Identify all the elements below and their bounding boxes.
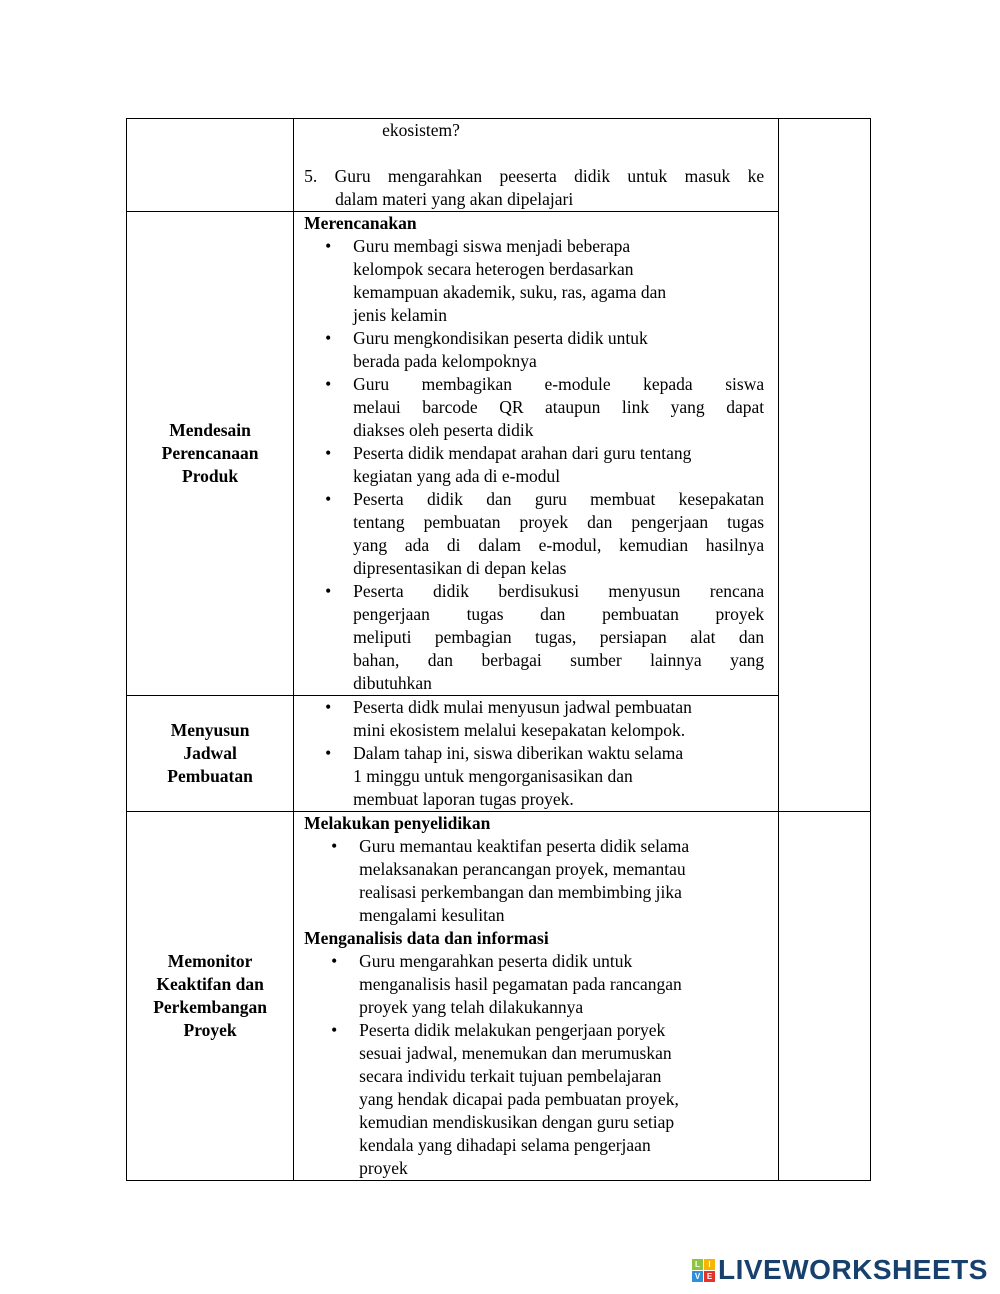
bullet-icon: • <box>331 1020 338 1040</box>
bullet-item <box>304 742 764 811</box>
liveworksheets-logo: L I V E LIVEWORKSHEETS <box>692 1254 988 1286</box>
text-line: Peserta didik melakukan pengerjaan poryek <box>359 1020 666 1040</box>
text-line: proyek <box>359 1158 408 1178</box>
text-line: Peserta didk mulai menyusun jadwal pembuatan <box>353 697 692 717</box>
bullet-item <box>304 580 764 695</box>
logo-letter: I <box>704 1259 715 1270</box>
text-line: kemampuan akademik, suku, ras, agama dan <box>353 282 667 302</box>
text-line: dalam materi yang akan dipelajari <box>335 189 574 209</box>
text-line: 5. Guru mengarahkan peeserta didik untuk masuk ke <box>304 166 765 186</box>
text-line: diakses oleh peserta didik <box>353 420 534 440</box>
bullet-icon: • <box>325 697 332 717</box>
section-heading: Melakukan penyelidikan <box>304 813 491 833</box>
text-line: mini ekosistem melalui kesepakatan kelompok. <box>353 720 686 740</box>
notes-cell <box>779 812 871 1181</box>
bullet-item <box>304 327 764 373</box>
activity-cell <box>294 119 779 212</box>
text-line: melaksanakan perancangan proyek, memantau <box>359 859 686 879</box>
bullet-item <box>304 696 764 742</box>
text-line: yang hendak dicapai pada pembuatan proyek, <box>359 1089 679 1109</box>
lesson-plan-table <box>126 118 871 1181</box>
text-line: dibutuhkan <box>353 673 432 693</box>
bullet-icon: • <box>325 374 332 394</box>
logo-letter: L <box>692 1259 703 1270</box>
text-line: Peserta didik berdisukusi menyusun rencana <box>353 581 765 601</box>
bullet-icon: • <box>331 951 338 971</box>
notes-cell <box>779 119 871 812</box>
text-line: 1 minggu untuk mengorganisasikan dan <box>353 766 633 786</box>
text-line: kelompok secara heterogen berdasarkan <box>353 259 634 279</box>
activity-cell <box>294 696 779 812</box>
activity-cell <box>294 212 779 696</box>
text-line: kemudian mendiskusikan dengan guru setiap <box>359 1112 675 1132</box>
bullet-item <box>304 442 764 488</box>
bullet-icon: • <box>325 328 332 348</box>
bullet-item <box>304 235 764 327</box>
text-line: Peserta didik dan guru membuat kesepakatan <box>353 489 765 509</box>
bullet-item <box>304 1019 764 1180</box>
bullet-icon: • <box>325 489 332 509</box>
stage-cell: Mendesain Perencanaan Produk <box>127 212 294 696</box>
text-line: Guru mengarahkan peserta didik untuk <box>359 951 633 971</box>
text-line: sesuai jadwal, menemukan dan merumuskan <box>359 1043 672 1063</box>
bullet-icon: • <box>325 581 332 601</box>
text-line: Dalam tahap ini, siswa diberikan waktu selama <box>353 743 684 763</box>
text-line: menganalisis hasil pegamatan pada rancangan <box>359 974 682 994</box>
text-line: yang ada di dalam e-modul, kemudian hasilnya <box>353 535 765 555</box>
text-line: meliputi pembagian tugas, persiapan alat dan <box>353 627 765 647</box>
text-line: jenis kelamin <box>353 305 447 325</box>
stage-cell-empty <box>127 119 294 212</box>
text-line: tentang pembuatan proyek dan pengerjaan tugas <box>353 512 765 532</box>
text-line: Guru membagi siswa menjadi beberapa <box>353 236 631 256</box>
bullet-item <box>304 835 764 927</box>
logo-icon <box>692 1259 715 1282</box>
section-heading: Merencanakan <box>304 213 417 233</box>
text-line: pengerjaan tugas dan pembuatan proyek <box>353 604 765 624</box>
bullet-item <box>304 950 764 1019</box>
text-line: membuat laporan tugas proyek. <box>353 789 574 809</box>
text-line: secara individu terkait tujuan pembelajaran <box>359 1066 662 1086</box>
bullet-item <box>304 488 764 580</box>
section-heading: Menganalisis data dan informasi <box>304 928 549 948</box>
logo-letter: E <box>704 1271 715 1282</box>
text-line: Guru memantau keaktifan peserta didik selama <box>359 836 690 856</box>
bullet-item <box>304 373 764 442</box>
text-line: berada pada kelompoknya <box>353 351 537 371</box>
text-line: ekosistem? <box>382 120 460 140</box>
bullet-icon: • <box>325 443 332 463</box>
text-line: kendala yang dihadapi selama pengerjaan <box>359 1135 651 1155</box>
bullet-icon: • <box>331 836 338 856</box>
stage-cell: Memonitor Keaktifan dan Perkembangan Proyek <box>127 812 294 1181</box>
text-line: realisasi perkembangan dan membimbing jika <box>359 882 682 902</box>
logo-letter: V <box>692 1271 703 1282</box>
stage-cell: Menyusun Jadwal Pembuatan <box>127 696 294 812</box>
text-line: mengalami kesulitan <box>359 905 505 925</box>
text-line: Peserta didik mendapat arahan dari guru tentang <box>353 443 692 463</box>
text-line: Guru mengkondisikan peserta didik untuk <box>353 328 648 348</box>
text-line: melaui barcode QR ataupun link yang dapat <box>353 397 765 417</box>
activity-cell <box>294 812 779 1181</box>
text-line: proyek yang telah dilakukannya <box>359 997 584 1017</box>
bullet-icon: • <box>325 743 332 763</box>
text-line: kegiatan yang ada di e-modul <box>353 466 561 486</box>
text-line: bahan, dan berbagai sumber lainnya yang <box>353 650 765 670</box>
text-line: dipresentasikan di depan kelas <box>353 558 567 578</box>
text-line: Guru membagikan e-module kepada siswa <box>353 374 765 394</box>
bullet-icon: • <box>325 236 332 256</box>
